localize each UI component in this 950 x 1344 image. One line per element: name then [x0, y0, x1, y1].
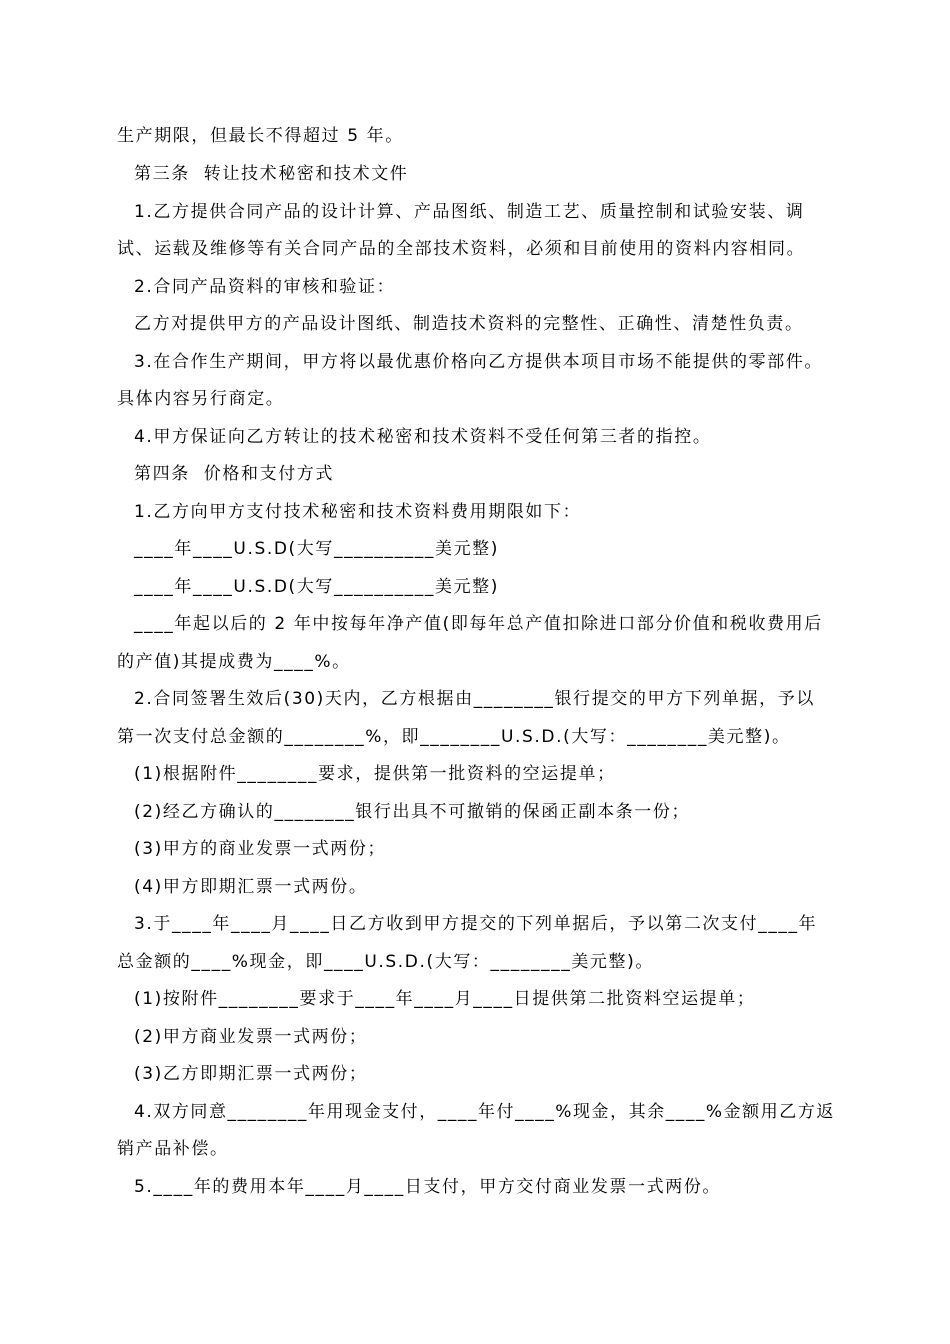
paragraph-line: 乙方对提供甲方的产品设计图纸、制造技术资料的完整性、正确性、清楚性负责。 [134, 314, 804, 334]
paragraph-line: 总金额的____%现金，即____U.S.D.(大写：________美元整)。 [117, 952, 654, 972]
list-item: (1)根据附件________要求，提供第一批资料的空运提单； [134, 764, 616, 784]
section-heading: 第四条 价格和支付方式 [134, 464, 335, 484]
list-item: (3)甲方的商业发票一式两份； [134, 839, 387, 859]
paragraph-line: 生产期限，但最长不得超过 5 年。 [117, 126, 404, 146]
list-item: (2)经乙方确认的________银行出具不可撤销的保函正副本条一份； [134, 802, 691, 822]
paragraph-line: 2.合同签署生效后(30)天内，乙方根据由________银行提交的甲方下列单据，予以 [134, 689, 815, 709]
paragraph-line: 销产品补偿。 [117, 1139, 229, 1159]
section-heading: 第三条 转让技术秘密和技术文件 [134, 164, 409, 184]
paragraph-line: 第一次支付总金额的________%，即________U.S.D.(大写：________美元整)。 [117, 727, 791, 747]
paragraph-line: 5.____年的费用本年____月____日支付，甲方交付商业发票一式两份。 [134, 1177, 722, 1197]
list-item: (1)按附件________要求于____年____月____日提供第二批资料空运提单； [134, 989, 756, 1009]
paragraph-line: 的产值)其提成费为____%。 [117, 652, 351, 672]
paragraph-line: 4.甲方保证向乙方转让的技术秘密和技术资料不受任何第三者的指控。 [134, 427, 712, 447]
list-item: (4)甲方即期汇票一式两份。 [134, 877, 368, 897]
paragraph-line: 2.合同产品资料的审核和验证： [134, 277, 396, 297]
paragraph-line: ____年____U.S.D(大写__________美元整) [134, 577, 499, 597]
paragraph-line: 试、运载及维修等有关合同产品的全部技术资料，必须和目前使用的资料内容相同。 [117, 239, 806, 259]
list-item: (2)甲方商业发票一式两份； [134, 1027, 368, 1047]
paragraph-line: 4.双方同意________年用现金支付，____年付____%现金，其余____%金额用乙方返 [134, 1102, 835, 1122]
paragraph-line: ____年起以后的 2 年中按每年净产值(即每年总产值扣除进口部分价值和税收费用后 [134, 614, 823, 634]
paragraph-line: 1.乙方提供合同产品的设计计算、产品图纸、制造工艺、质量控制和试验安装、调 [134, 202, 805, 222]
list-item: (3)乙方即期汇票一式两份； [134, 1064, 368, 1084]
paragraph-line: 3.在合作生产期间，甲方将以最优惠价格向乙方提供本项目市场不能提供的零部件。 [134, 352, 824, 372]
paragraph-line: 1.乙方向甲方支付技术秘密和技术资料费用期限如下： [134, 502, 582, 522]
paragraph-line: 具体内容另行商定。 [117, 389, 285, 409]
paragraph-line: ____年____U.S.D(大写__________美元整) [134, 539, 499, 559]
paragraph-line: 3.于____年____月____日乙方收到甲方提交的下列单据后，予以第二次支付____年 [134, 914, 818, 934]
